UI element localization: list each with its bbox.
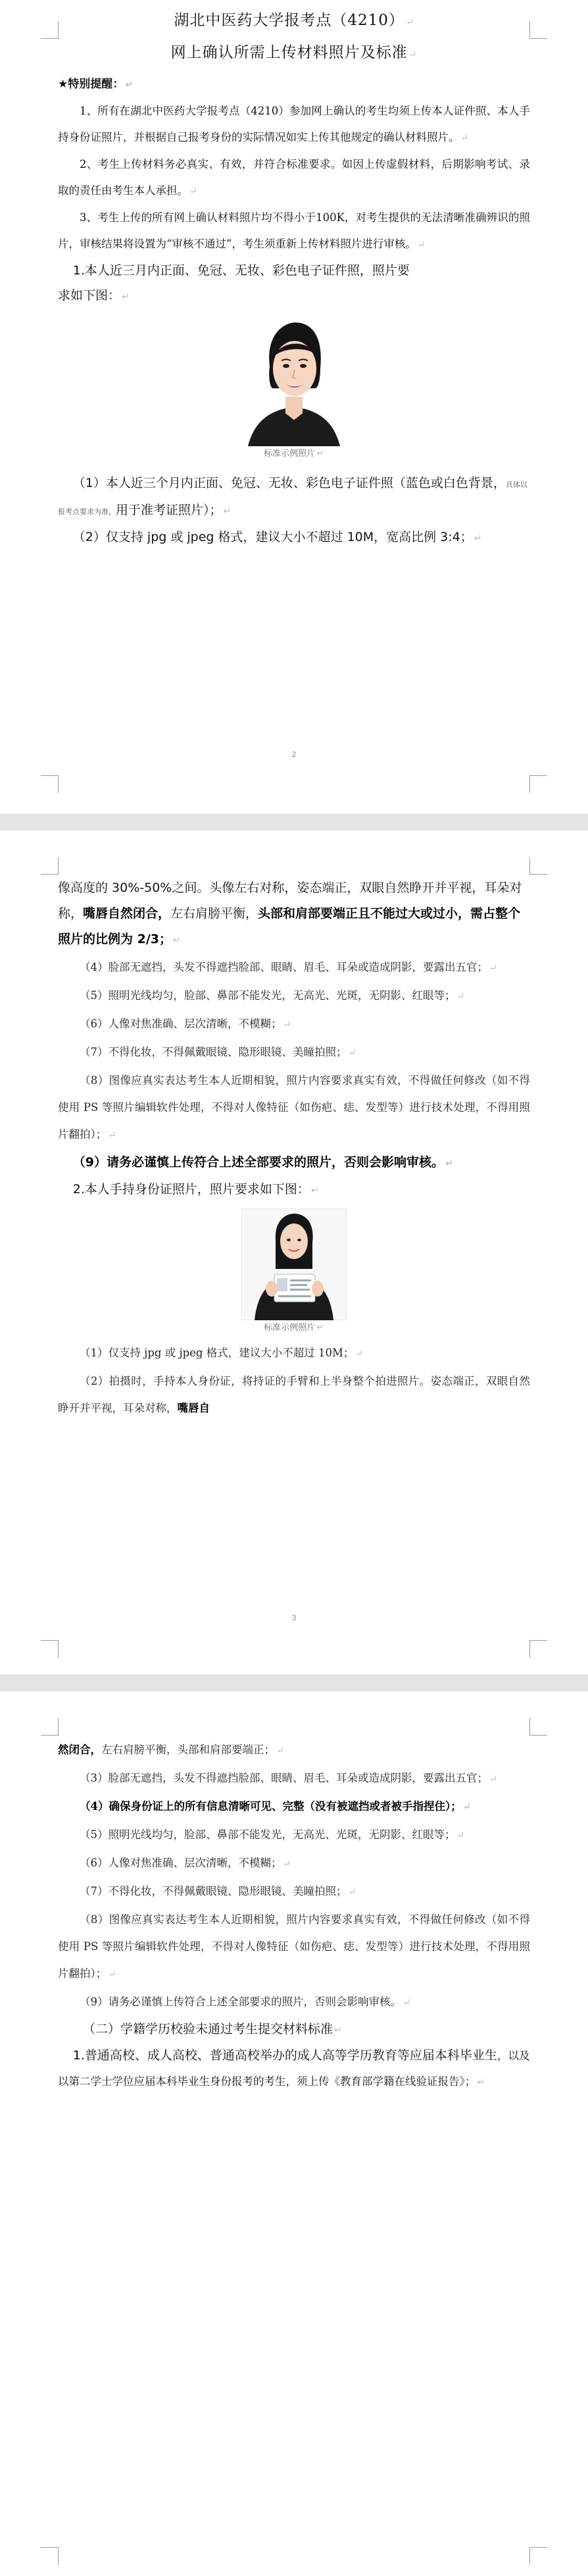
title-line-2: 网上确认所需上传材料照片及标准 ↵ [170,44,418,61]
requirement-item-5: （5）照明光线均匀，脸部、鼻部不能发光，无高光、光斑，无阴影、红眼等； ↵ [80,989,465,1002]
section-2-heading: 2.本人手持身份证照片，照片要求如下图： ↵ [72,1182,319,1197]
handheld-requirement-1: （1）仅支持 jpg 或 jpeg 格式，建议大小不超过 10M； ↵ [80,1347,364,1359]
page-corner-mark [41,1640,59,1658]
document-page-3 [0,1691,588,2576]
requirement-item-6: （6）人像对焦准确、层次清晰，不模糊； ↵ [80,1018,291,1030]
page-corner-mark [529,1718,547,1736]
page-number: 3 [291,1614,297,1622]
page-corner-mark [41,775,59,793]
photo-1-caption: 标准示例照片 ↵ [264,448,324,459]
page-corner-mark [41,857,59,875]
requirement-item-7: （7）不得化妆，不得佩戴眼镜、隐形眼镜、美瞳拍照； ↵ [80,1046,356,1058]
note-3: 3、考生上传的所有网上确认材料照片均不得小于100K，对考生提供的无法清晰准确辨识的照片，审核结果将设置为“审核不通过”，考生须重新上传材料照片进行审核。 ↵ [58,211,530,250]
requirement-item-9: （9）请务必谨慎上传符合上述全部要求的照片，否则会影响审核。 ↵ [72,1155,453,1170]
requirement-item-8: （8）图像应真实表达考生本人近期相貌，照片内容要求真实有效，不得做任何修改（如不得使用 PS 等照片编辑软件处理，不得对人像特征（如伤疤、痣、发型等）进行技术处理，不得用照片翻拍）； ↵ [58,1074,530,1141]
requirement-2: （2）仅支持 jpg 或 jpeg 格式，建议大小不超过 10M，宽高比例 3:4； ↵ [72,530,482,544]
page-corner-mark [529,775,547,793]
page-corner-mark [529,2547,547,2565]
handheld-requirement-3: （3）脸部无遮挡，头发不得遮挡脸部、眼睛、眉毛、耳朵或造成阴影，要露出五官； ↵ [80,1772,497,1784]
page-corner-mark [529,21,547,39]
handheld-requirement-2: （2）拍摄时，手持本人身份证，将持证的手臂和上半身整个拍进照片。姿态端正，双眼自然睁开并平视，耳朵对称，嘴唇自 [58,1375,530,1414]
note-2: 2、考生上传材料务必真实、有效，并符合标准要求。如因上传虚假材料，后期影响考试、录取的责任由考生本人承担。 ↵ [58,158,530,197]
standard-id-photo [225,315,363,446]
document-page-1 [0,0,588,813]
handheld-requirement-4: （4）确保身份证上的所有信息清晰可见、完整（没有被遮挡或者被手指捏住）； ↵ [80,1800,471,1813]
page-corner-mark [41,2547,59,2565]
page-corner-mark [41,21,59,39]
handheld-requirement-2-cont: 然闭合，左右肩膀平衡，头部和肩部要端正； ↵ [58,1743,284,1756]
page-corner-mark [529,1640,547,1658]
note-1: 1、所有在湖北中医药大学报考点（4210）参加网上确认的考生均须上传本人证件照、本人手持身份证照片，并根据自己报考身份的实际情况如实上传其他规定的确认材料照片。 ↵ [58,105,530,143]
handheld-id-photo [241,1208,347,1320]
section-1-heading: 1.本人近三月内正面、免冠、无妆、彩色电子证件照，照片要 [72,263,410,278]
document-page-2 [0,831,588,1674]
title-line-1: 湖北中医药大学报考点（4210） ↵ [174,12,414,29]
page-corner-mark [529,857,547,875]
handheld-requirement-9: （9）请务必谨慎上传符合上述全部要求的照片，否则会影响审核。 ↵ [80,1996,410,2008]
section-2-para-1: 1.普通高校、成人高校、普通高校举办的成人高等学历教育等应届本科毕业生，以及以第二学士学位应届本科毕业生身份报考的考生，须上传《教育部学籍在线验证报告》； ↵ [58,2048,530,2088]
section-heading-2: （二）学籍学历校验未通过考生提交材料标准 ↵ [83,2022,342,2036]
continued-requirement-3: 像高度的 30%-50%之间。头像左右对称，姿态端正，双眼自然睁开并平视，耳朵对称，嘴唇自然闭合，左右肩膀平衡，头部和肩部要端正且不能过大或过小，需占整个照片的比例为 2/3； ↵ [58,881,522,946]
requirement-item-4: （4）脸部无遮挡，头发不得遮挡脸部、眼睛、眉毛、耳朵或造成阴影，要露出五官； ↵ [80,961,497,973]
handheld-requirement-7: （7）不得化妆，不得佩戴眼镜、隐形眼镜、美瞳拍照； ↵ [80,1885,356,1897]
handheld-requirement-6: （6）人像对焦准确、层次清晰，不模糊； ↵ [80,1857,291,1869]
page-corner-mark [41,1718,59,1736]
requirement-1: （1）本人近三个月内正面、免冠、无妆、彩色电子证件照（蓝色或白色背景，具体以报考点要求为准，用于准考证照片）； ↵ [58,476,527,517]
handheld-requirement-8: （8）图像应真实表达考生本人近期相貌，照片内容要求真实有效，不得做任何修改（如不得使用 PS 等照片编辑软件处理，不得对人像特征（如伤疤、痣、发型等）进行技术处理，不得用照片翻拍）； ↵ [58,1913,530,1980]
photo-2-caption: 标准示例照片 ↵ [264,1322,324,1333]
handheld-requirement-5: （5）照明光线均匀，脸部、鼻部不能发光，无高光、光斑，无阴影、红眼等； ↵ [80,1828,465,1841]
section-1-heading-cont: 求如下图： ↵ [58,288,130,303]
special-notice-heading: ★特别提醒： ↵ [58,78,133,91]
page-number: 2 [291,750,297,759]
